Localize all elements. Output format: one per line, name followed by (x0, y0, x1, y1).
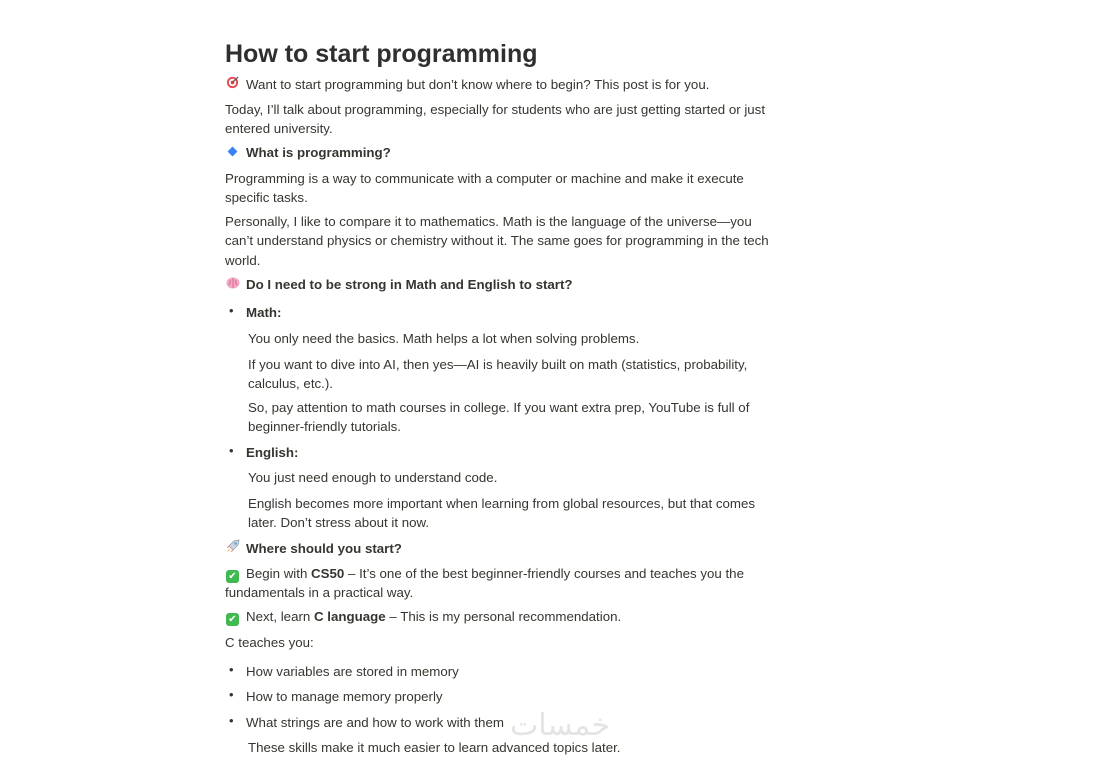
paragraph: later. Don’t stress about it now. (248, 515, 430, 530)
list-item-label: English: (246, 445, 299, 460)
bullet-icon: • (229, 713, 234, 728)
brain-icon (225, 275, 240, 294)
paragraph: can’t understand physics or chemistry without it. The same goes for programming in the tech (225, 233, 769, 248)
blue-diamond-icon (228, 147, 238, 157)
bullet-icon: • (229, 303, 234, 318)
paragraph: You only need the basics. Math helps a lot when solving problems. (248, 331, 640, 346)
page-title: How to start programming (225, 40, 538, 68)
paragraph: These skills make it much easier to learn advanced topics later. (248, 740, 621, 755)
list-item: How to manage memory properly (246, 689, 443, 704)
paragraph: fundamentals in a practical way. (225, 585, 414, 600)
paragraph: Programming is a way to communicate with a computer or machine and make it execute (225, 171, 744, 186)
list-item: What strings are and how to work with them (246, 715, 504, 730)
paragraph: Today, I’ll talk about programming, especially for students who are just getting started or just (225, 102, 766, 117)
watermark: خمسات (510, 708, 611, 743)
target-icon (225, 75, 240, 94)
bullet-icon: • (229, 687, 234, 702)
checklist-item: ✔ Next, learn C language – This is my personal recommendation. (225, 607, 621, 626)
section-heading: Where should you start? (225, 539, 402, 558)
list-item: How variables are stored in memory (246, 664, 459, 679)
paragraph: So, pay attention to math courses in college. If you want extra prep, YouTube is full of (248, 400, 750, 415)
paragraph: beginner-friendly tutorials. (248, 419, 401, 434)
bullet-icon: • (229, 443, 234, 458)
section-heading: Do I need to be strong in Math and English to start? (225, 275, 573, 294)
paragraph: You just need enough to understand code. (248, 470, 498, 485)
list-item-label: Math: (246, 305, 282, 320)
paragraph: If you want to dive into AI, then yes—AI is heavily built on math (statistics, probability, (248, 357, 748, 372)
paragraph: Personally, I like to compare it to mathematics. Math is the language of the universe—you (225, 214, 752, 229)
check-mark-icon: ✔ (226, 570, 239, 583)
checklist-item: ✔ Begin with CS50 – It’s one of the best beginner-friendly courses and teaches you the (225, 564, 744, 583)
rocket-icon (225, 539, 240, 558)
paragraph: English becomes more important when learning from global resources, but that comes (248, 496, 756, 511)
paragraph: C teaches you: (225, 635, 314, 650)
paragraph: world. (225, 253, 261, 268)
intro-line (225, 75, 709, 94)
intro-text: Want to start programming but don’t know where to begin? This post is for you. (246, 77, 710, 92)
section-heading: What is programming? (225, 143, 391, 162)
check-mark-icon: ✔ (226, 613, 239, 626)
paragraph: calculus, etc.). (248, 376, 333, 391)
paragraph: entered university. (225, 121, 333, 136)
bullet-icon: • (229, 662, 234, 677)
paragraph: specific tasks. (225, 190, 308, 205)
